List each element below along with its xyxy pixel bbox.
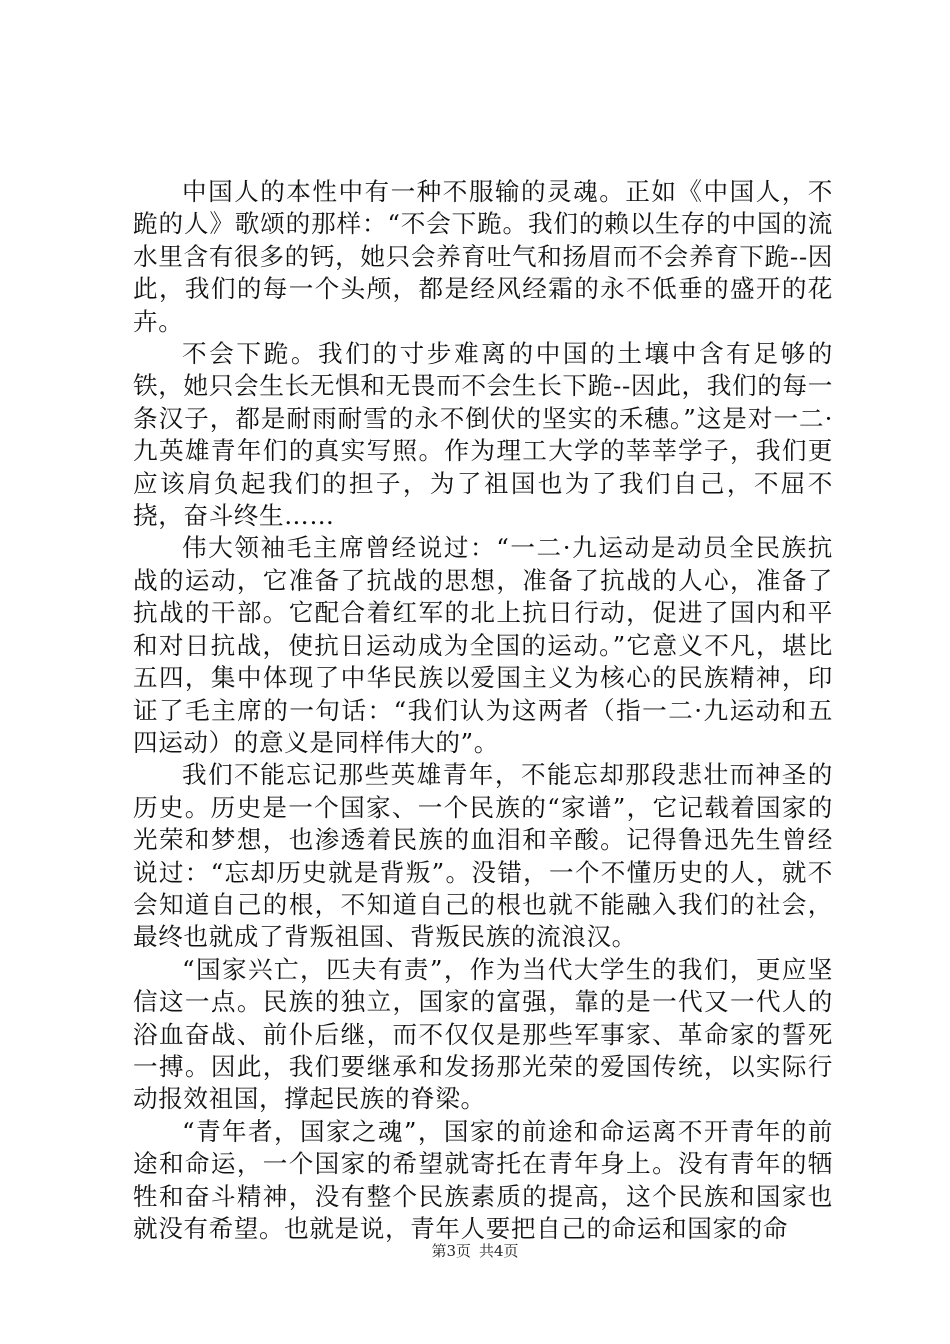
paragraph-2: 不会下跪。我们的寸步难离的中国的土壤中含有足够的铁，她只会生长无惧和无畏而不会生长下跪--因此，我们的每一条汉子，都是耐雨耐雪的永不倒伏的坚实的禾穗。”这是对一二·九英雄青年们的真实写照。作为理工大学的莘莘学子，我们更应该肩负起我们的担子，为了祖国也为了我们自己，不屈不挠，奋斗终生…… (133, 339, 833, 531)
paragraph-6: “青年者，国家之魂”，国家的前途和命运离不开青年的前途和命运，一个国家的希望就寄托在青年身上。没有青年的牺牲和奋斗精神，没有整个民族素质的提高，这个民族和国家也就没有希望。也就是说，青年人要把自己的命运和国家的命 (133, 1116, 833, 1243)
paragraph-3: 伟大领袖毛主席曾经说过：“一二·九运动是动员全民族抗战的运动，它准备了抗战的思想，准备了抗战的人心，准备了抗战的干部。它配合着红军的北上抗日行动，促进了国内和平和对日抗战，使抗日运动成为全国的运动。”它意义不凡，堪比五四，集中体现了中华民族以爱国主义为核心的民族精神，印证了毛主席的一句话：“我们认为这两者（指一二·九运动和五四运动）的意义是同样伟大的”。 (133, 533, 833, 757)
page-footer (0, 1241, 950, 1261)
body-text (133, 176, 833, 1245)
paragraph-1: 中国人的本性中有一种不服输的灵魂。正如《中国人，不跪的人》歌颂的那样：“不会下跪。我们的赖以生存的中国的流水里含有很多的钙，她只会养育吐气和扬眉而不会养育下跪--因此，我们的每一个头颅，都是经风经霜的永不低垂的盛开的花卉。 (133, 177, 833, 336)
paragraph-5: “国家兴亡，匹夫有责”，作为当代大学生的我们，更应坚信这一点。民族的独立，国家的富强，靠的是一代又一代人的浴血奋战、前仆后继，而不仅仅是那些军事家、革命家的誓死一搏。因此，我们要继承和发扬那光荣的爱国传统，以实际行动报效祖国，撑起民族的脊梁。 (133, 954, 833, 1114)
page-number-total: 共4页 (479, 1242, 519, 1260)
page-number-current: 第3页 (431, 1242, 471, 1260)
paragraph-4: 我们不能忘记那些英雄青年，不能忘却那段悲壮而神圣的历史。历史是一个国家、一个民族的“家谱”，它记载着国家的光荣和梦想，也渗透着民族的血泪和辛酸。记得鲁迅先生曾经说过：“忘却历史就是背叛”。没错，一个不懂历史的人，就不会知道自己的根，不知道自己的根也就不能融入我们的社会，最终也就成了背叛祖国、背叛民族的流浪汉。 (133, 760, 833, 952)
